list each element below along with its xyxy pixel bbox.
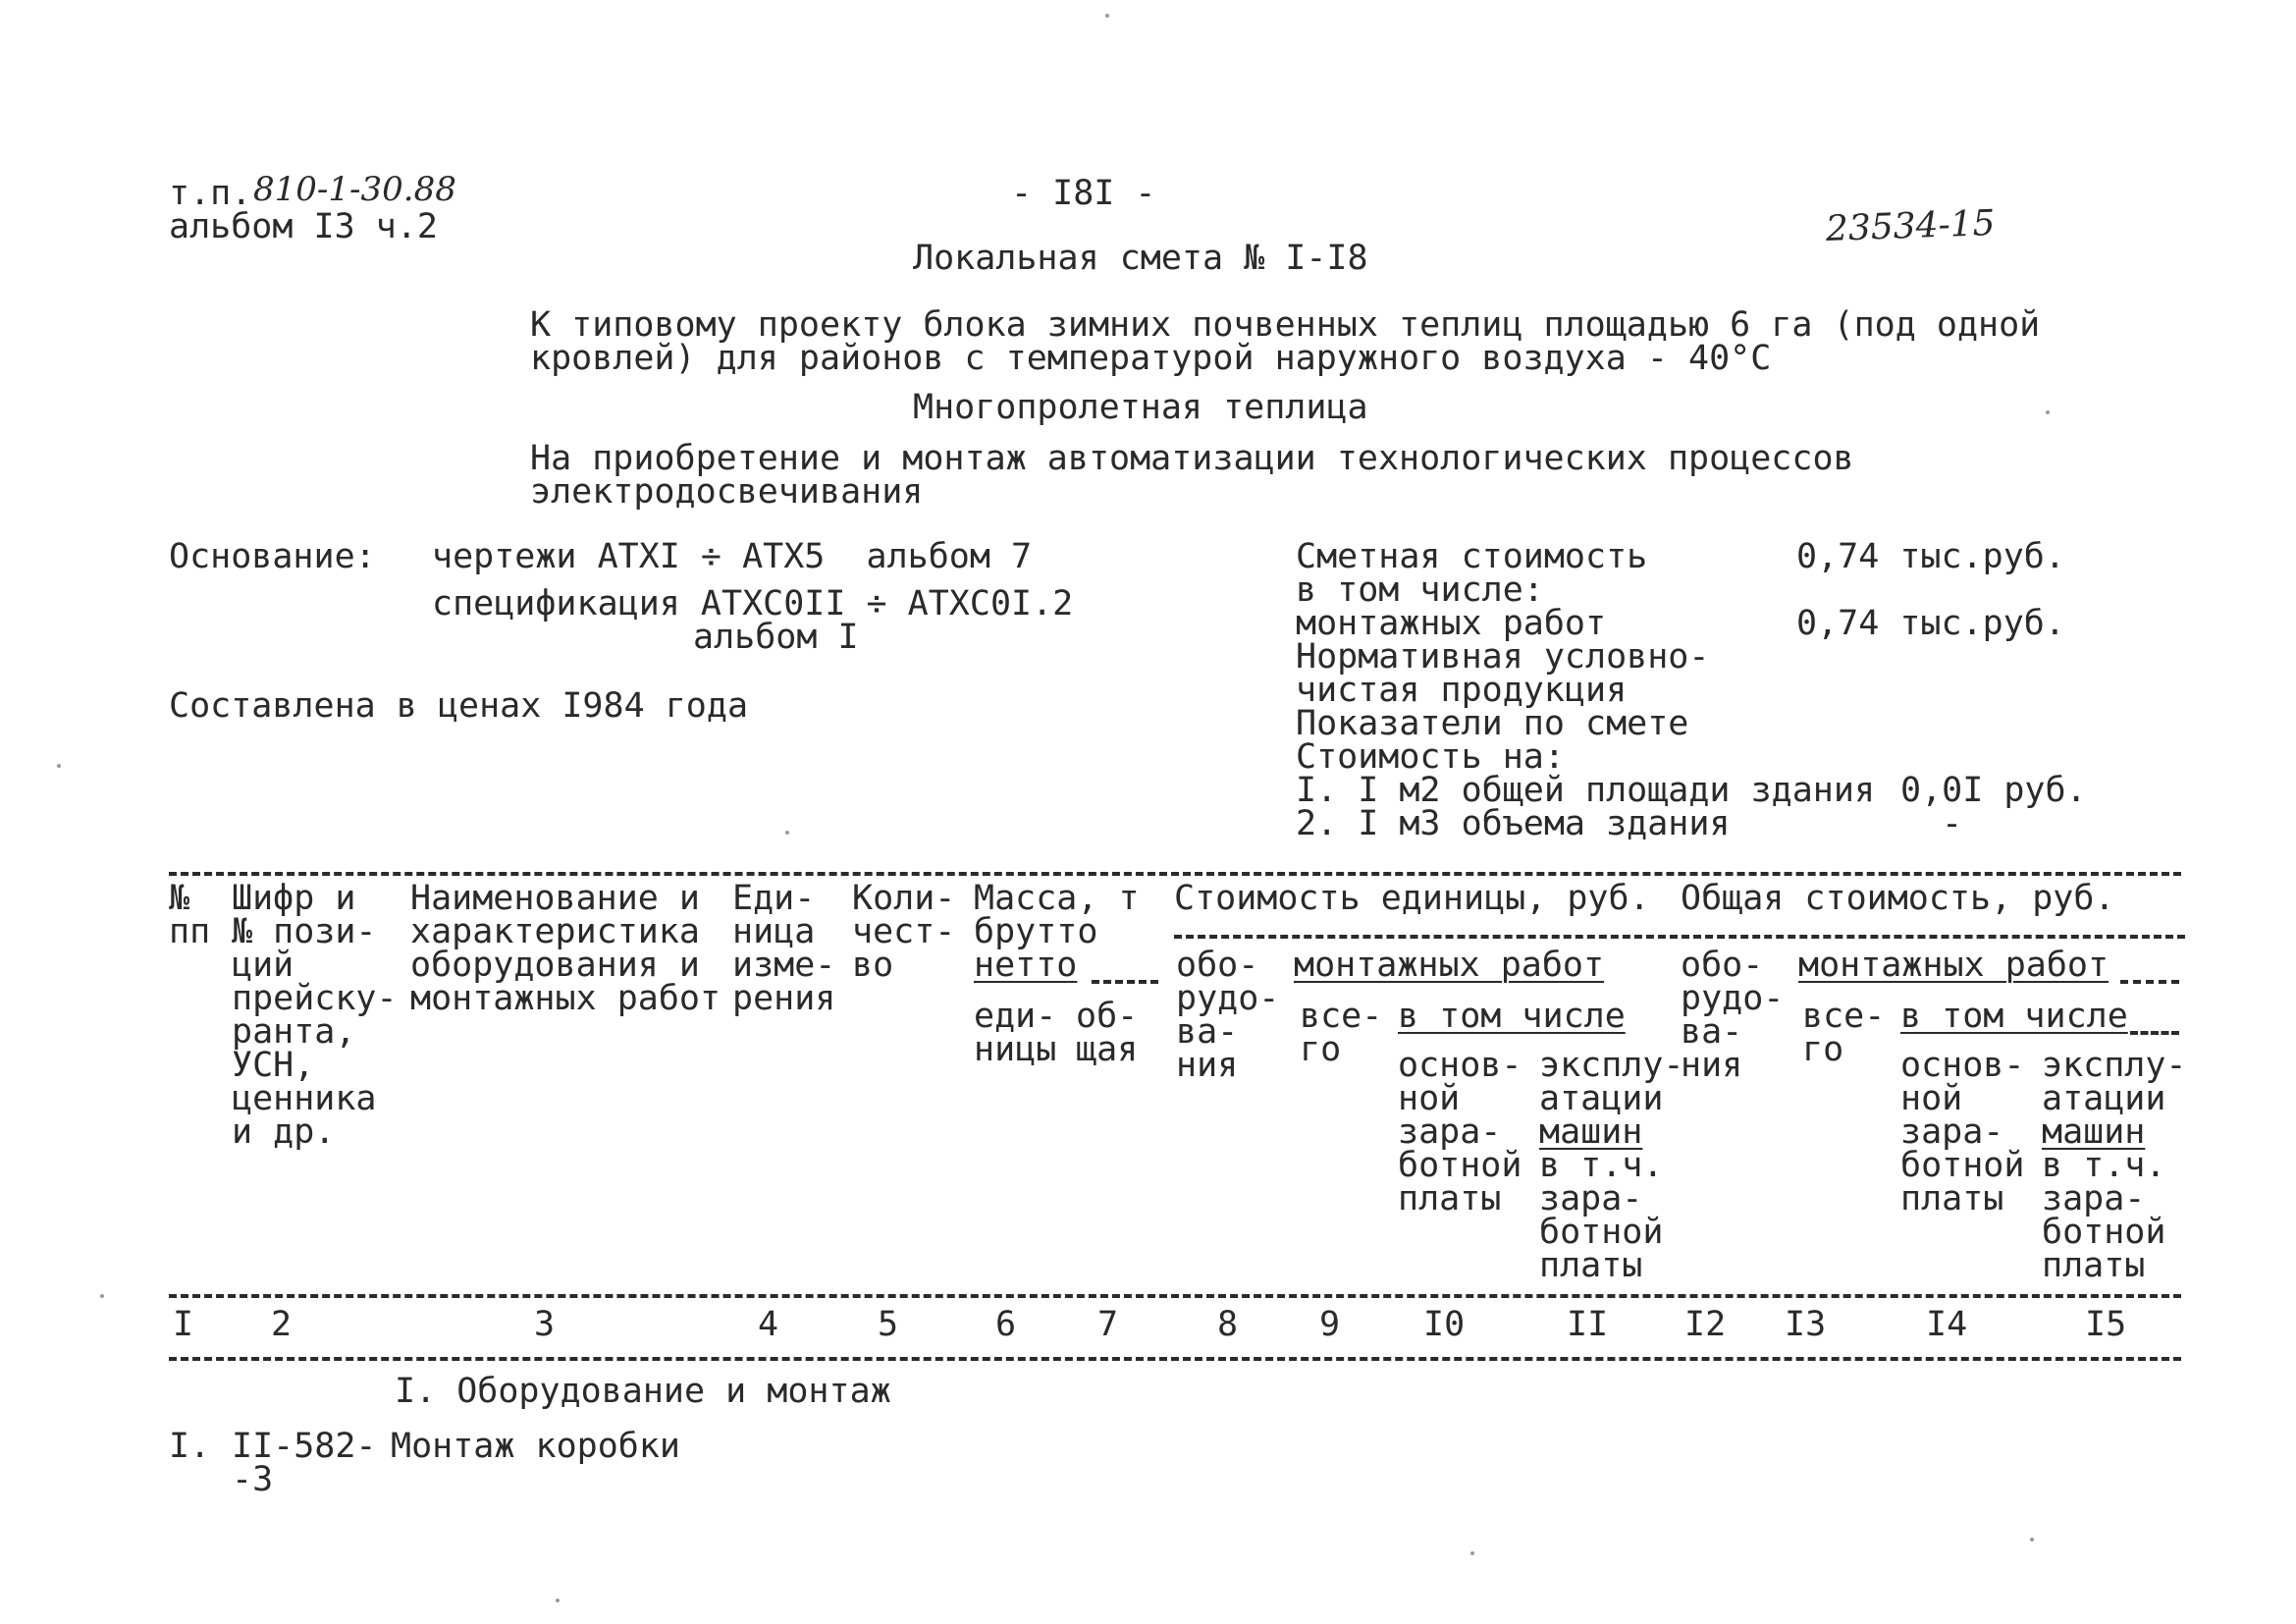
album-label: альбом I3 ч.2 <box>169 207 438 246</box>
unit-wages-4: ботной <box>1398 1146 1522 1185</box>
total-equip-4: ния <box>1681 1046 1743 1085</box>
total-wages-2: ной <box>1900 1079 1963 1118</box>
unit-install-title: монтажных работ <box>1294 946 1605 985</box>
col-name-line-3: оборудования и <box>410 946 701 985</box>
col-code-line-1: Шифр и <box>232 879 356 918</box>
unit-machines-4: в т.ч. <box>1539 1146 1664 1185</box>
total-wages-1: основ- <box>1900 1046 2025 1085</box>
total-machines-3: машин <box>2042 1112 2146 1152</box>
row-name: Монтаж коробки <box>391 1427 681 1466</box>
project-number: 810-1-30.88 <box>253 170 456 209</box>
prices-basis: Составлена в ценах I984 года <box>169 686 749 726</box>
column-numbers-rule <box>169 1357 2181 1361</box>
mass-netto-rule <box>1092 980 1158 984</box>
col-name-line-4: монтажных работ <box>410 979 721 1018</box>
cost-per-label: Стоимость на: <box>1296 737 1565 777</box>
building-name: Многопролетная теплица <box>913 388 1368 427</box>
total-wages-3: зара- <box>1900 1112 2004 1152</box>
total-incl-title: в том числе <box>1900 997 2128 1036</box>
unit-all-2: го <box>1300 1030 1342 1069</box>
unit-machines-2: атации <box>1539 1079 1664 1118</box>
col-mass-brutto: брутто <box>974 912 1098 951</box>
col-code-line-2: № пози- <box>232 912 377 951</box>
unit-cost-title: Стоимость единицы, руб. <box>1174 879 1650 918</box>
total-cost-title: Общая стоимость, руб. <box>1681 879 2115 918</box>
header-bottom-rule <box>169 1294 2181 1298</box>
col-mass-total-1: об- <box>1076 997 1139 1036</box>
total-machines-7: платы <box>2042 1246 2146 1285</box>
row-code: II-582- <box>232 1427 377 1466</box>
scan-speck <box>785 831 789 835</box>
including-label: в том числе: <box>1296 570 1544 610</box>
column-number: 9 <box>1319 1305 1341 1344</box>
norm-line-2: чистая продукция <box>1296 671 1628 710</box>
col-qty-line-2: чест- <box>852 912 956 951</box>
col-code-line-4: прейску- <box>232 979 398 1018</box>
row-code-continued: -3 <box>232 1460 274 1499</box>
total-install-rule <box>2120 980 2179 984</box>
total-all-1: все- <box>1802 997 1886 1036</box>
total-machines-1: эксплу- <box>2042 1046 2187 1085</box>
total-equip-2: рудо- <box>1681 979 1785 1018</box>
col-qty-line-1: Коли- <box>852 879 956 918</box>
unit-equip-4: ния <box>1176 1046 1239 1085</box>
col-code-line-3: ций <box>232 946 294 985</box>
unit-machines-5: зара- <box>1539 1179 1643 1218</box>
col-mass-unit-2: ницы <box>974 1030 1057 1069</box>
scan-speck <box>100 1294 104 1298</box>
scan-speck <box>2046 410 2050 414</box>
scan-speck <box>556 1598 560 1602</box>
unit-wages-2: ной <box>1398 1079 1461 1118</box>
unit-equip-2: рудо- <box>1176 979 1280 1018</box>
unit-all-1: все- <box>1300 997 1383 1036</box>
subject-line-2: кровлей) для районов с температурой наружного воздуха - 40°С <box>530 339 1772 378</box>
document-title: Локальная смета № I-I8 <box>913 239 1368 278</box>
col-qty-line-3: во <box>852 946 894 985</box>
col-unit-line-1: Еди- <box>732 879 816 918</box>
unit-equip-3: ва- <box>1176 1012 1239 1052</box>
total-install-title: монтажных работ <box>1798 946 2109 985</box>
purpose-line-2: электродосвечивания <box>530 472 924 512</box>
col-unit-line-4: рения <box>732 979 836 1018</box>
column-number: I <box>173 1305 194 1344</box>
unit-machines-7: платы <box>1539 1246 1643 1285</box>
total-equip-3: ва- <box>1681 1012 1743 1052</box>
unit-machines-1: эксплу- <box>1539 1046 1684 1085</box>
col-mass-unit-1: еди- <box>974 997 1057 1036</box>
col-unit-line-2: ница <box>732 912 816 951</box>
unit-equip-1: обо- <box>1176 946 1259 985</box>
scan-speck <box>57 764 61 768</box>
cost-label: Сметная стоимость <box>1296 537 1648 576</box>
per-m2-label: I. I м2 общей площади здания <box>1296 771 1876 810</box>
norm-line-1: Нормативная условно- <box>1296 637 1710 677</box>
cost-value: 0,74 тыс.руб. <box>1796 537 2065 576</box>
registration-number: 23534-15 <box>1825 203 1997 249</box>
total-machines-4: в т.ч. <box>2042 1146 2166 1185</box>
column-number: II <box>1567 1305 1609 1344</box>
total-machines-5: зара- <box>2042 1179 2146 1218</box>
scan-speck <box>1470 1551 1474 1555</box>
col-mass-title: Масса, т <box>974 879 1140 918</box>
column-number: 3 <box>534 1305 556 1344</box>
basis-line-3: альбом I <box>693 618 859 657</box>
total-equip-1: обо- <box>1681 946 1764 985</box>
total-machines-6: ботной <box>2042 1213 2166 1252</box>
column-number: I0 <box>1423 1305 1466 1344</box>
unit-wages-5: платы <box>1398 1179 1502 1218</box>
total-all-2: го <box>1802 1030 1844 1069</box>
col-unit-line-3: изме- <box>732 946 836 985</box>
indicators-label: Показатели по смете <box>1296 704 1689 743</box>
col-code-line-6: УСН, <box>232 1046 315 1085</box>
install-value: 0,74 тыс.руб. <box>1796 604 2065 643</box>
project-prefix: т.п. <box>169 174 252 213</box>
col-mass-netto: нетто <box>974 946 1078 985</box>
unit-wages-3: зара- <box>1398 1112 1502 1152</box>
page-number: - I8I - <box>1011 174 1156 213</box>
column-number: I2 <box>1684 1305 1727 1344</box>
total-wages-4: ботной <box>1900 1146 2025 1185</box>
total-wages-5: платы <box>1900 1179 2004 1218</box>
scan-speck <box>1105 14 1109 18</box>
per-m2-value: 0,0I руб. <box>1900 771 2087 810</box>
basis-line-2: спецификация АТХС0II ÷ АТХС0I.2 <box>432 584 1074 623</box>
column-number: 8 <box>1217 1305 1239 1344</box>
column-number: I5 <box>2085 1305 2127 1344</box>
col-name-line-1: Наименование и <box>410 879 701 918</box>
scan-speck <box>2030 1538 2034 1542</box>
column-number: 5 <box>878 1305 899 1344</box>
column-number: 6 <box>995 1305 1017 1344</box>
row-number: I. <box>169 1427 211 1466</box>
purpose-line-1: На приобретение и монтаж автоматизации технологических процессов <box>530 439 1854 478</box>
column-number: 7 <box>1097 1305 1119 1344</box>
column-number: 4 <box>758 1305 779 1344</box>
column-number: 2 <box>271 1305 293 1344</box>
column-number: I3 <box>1785 1305 1827 1344</box>
section-title: I. Оборудование и монтаж <box>395 1372 891 1411</box>
subject-line-1: К типовому проекту блока зимних почвенных теплиц площадью 6 га (под одной <box>530 305 2041 345</box>
col-code-line-5: ранта, <box>232 1012 356 1052</box>
col-code-line-8: и др. <box>232 1112 336 1152</box>
col-number-line-1: № <box>169 879 190 918</box>
basis-label: Основание: <box>169 537 376 576</box>
col-mass-total-2: щая <box>1076 1030 1139 1069</box>
total-incl-rule <box>2130 1031 2179 1035</box>
unit-incl-title: в том числе <box>1398 997 1626 1036</box>
unit-wages-1: основ- <box>1398 1046 1522 1085</box>
unit-machines-3: машин <box>1539 1112 1643 1152</box>
per-m3-value: - <box>1942 804 1963 843</box>
install-label: монтажных работ <box>1296 604 1607 643</box>
per-m3-label: 2. I м3 объема здания <box>1296 804 1731 843</box>
unit-machines-6: ботной <box>1539 1213 1664 1252</box>
total-machines-2: атации <box>2042 1079 2166 1118</box>
col-number-line-2: пп <box>169 912 211 951</box>
column-number: I4 <box>1926 1305 1968 1344</box>
basis-line-1: чертежи АТХI ÷ АТХ5 альбом 7 <box>432 537 1033 576</box>
col-name-line-2: характеристика <box>410 912 701 951</box>
cost-title-rule <box>1174 935 2185 939</box>
col-code-line-7: ценника <box>232 1079 377 1118</box>
table-top-rule <box>169 872 2181 876</box>
